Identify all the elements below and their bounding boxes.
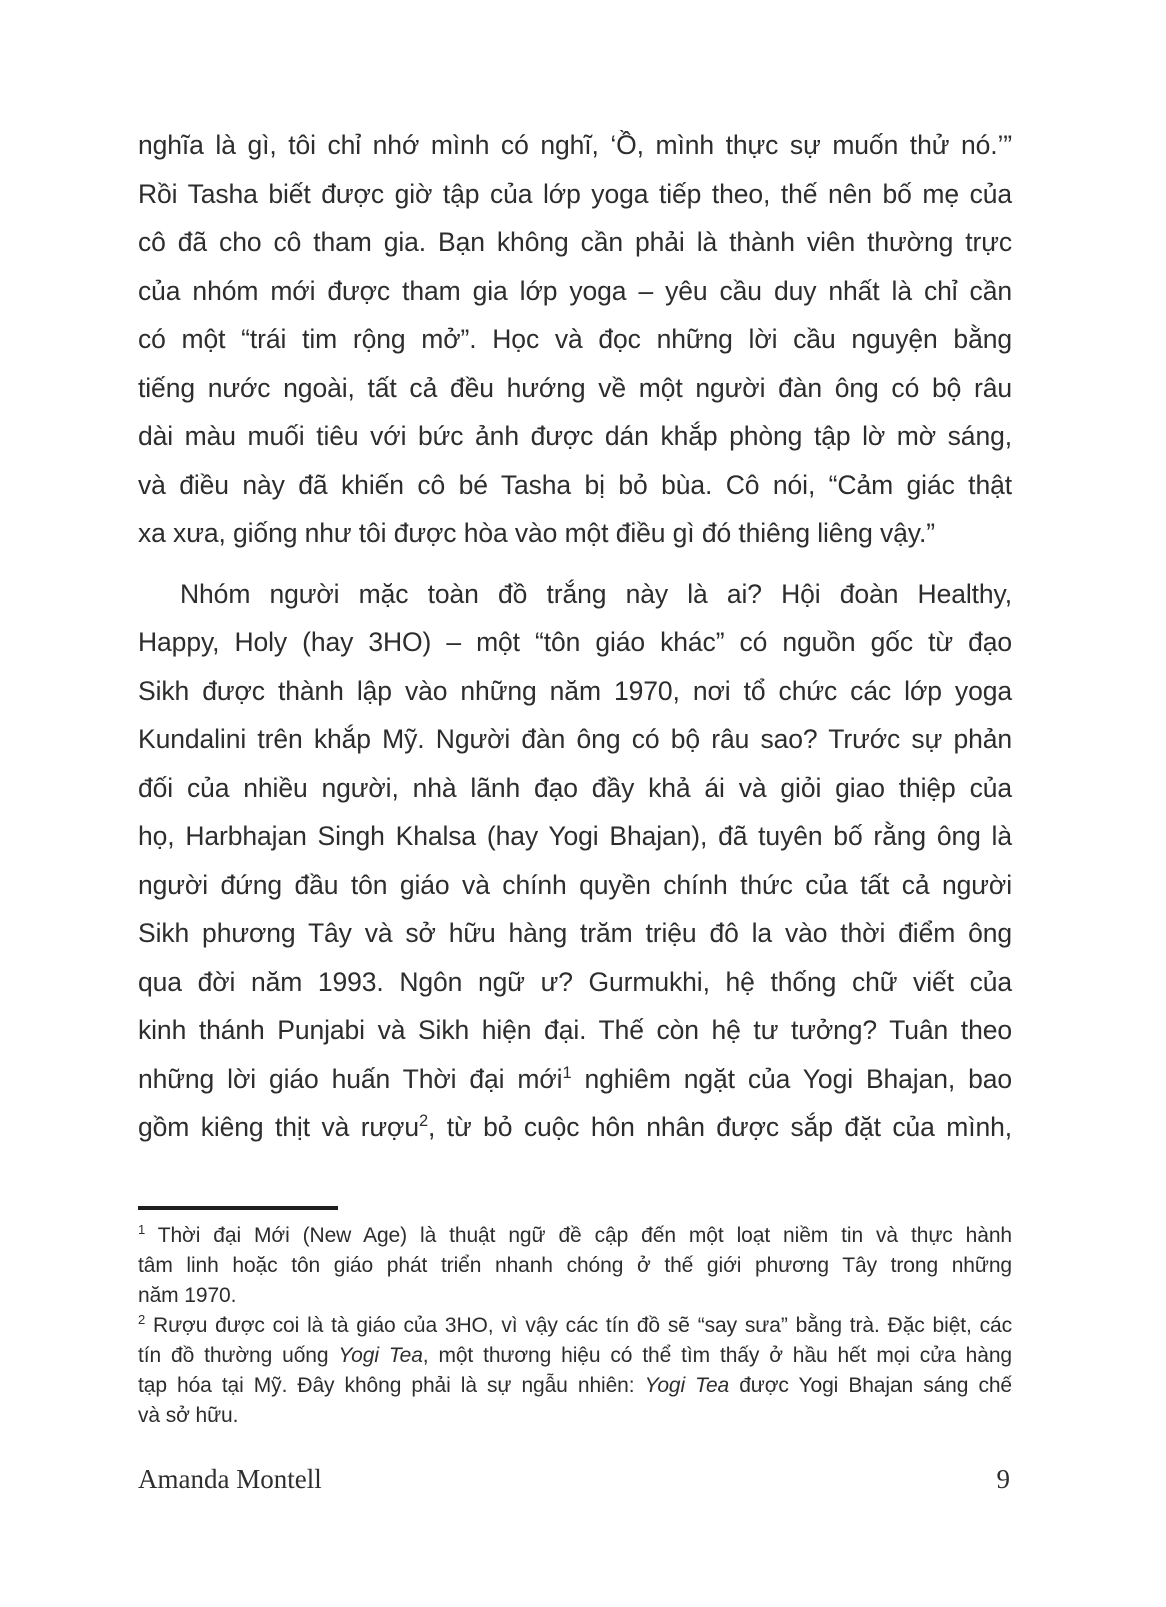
text-line: $^2$ Rượu được coi là tà giáo của 3HO, vì vậy các tín đồ sẽ “say sưa” bằng trà. Đặc biệt, các	[138, 1312, 1012, 1337]
text-line: xa xưa, giống như tôi được hòa vào một điều gì đó thiêng liêng vậy.”	[138, 518, 935, 548]
page-number: 9	[996, 1464, 1010, 1494]
italic-text: Yogi Tea	[644, 1374, 730, 1397]
text-line: kinh thánh Punjabi và Sikh hiện đại. Thế còn hệ tư tưởng? Tuân theo	[138, 1015, 1012, 1045]
text-line: đối của nhiều người, nhà lãnh đạo đầy khả ái và giỏi giao thiệp của	[138, 772, 1012, 803]
footnote	[138, 1311, 1012, 1431]
italic-text: Yogi Tea	[338, 1344, 423, 1367]
footnote-marker: 1	[562, 1063, 572, 1082]
page-footer	[138, 1464, 1010, 1495]
text-line: Sikh phương Tây và sở hữu hàng trăm triệu đô la vào thời điểm ông	[138, 918, 1012, 948]
text-line: tạp hóa tại Mỹ. Đây không phải là sự ngẫu nhiên: Yogi Tea được Yogi Bhajan sáng chế	[138, 1374, 1012, 1397]
text-line: tâm linh hoặc tôn giáo phát triển nhanh chóng ở thế giới phương Tây trong những	[138, 1254, 1012, 1277]
text-line: họ, Harbhajan Singh Khalsa (hay Yogi Bhajan), đã tuyên bố rằng ông là	[138, 821, 1012, 851]
footnotes	[138, 1206, 1012, 1431]
paragraph	[138, 570, 1012, 1152]
text-line: tín đồ thường uống Yogi Tea, một thương hiệu có thể tìm thấy ở hầu hết mọi cửa hàng	[138, 1344, 1012, 1367]
footnote-separator	[138, 1206, 338, 1210]
text-line: Kundalini trên khắp Mỹ. Người đàn ông có bộ râu sao? Trước sự phản	[138, 724, 1012, 754]
footnote-marker: 1	[138, 1222, 146, 1237]
text-line: Nhóm người mặc toàn đồ trắng này là ai? Hội đoàn Healthy,	[180, 578, 1012, 609]
text-line: Sikh được thành lập vào những năm 1970, nơi tổ chức các lớp yoga	[138, 675, 1012, 706]
text-line: của nhóm mới được tham gia lớp yoga – yêu cầu duy nhất là chỉ cần	[138, 275, 1012, 306]
text-line: có một “trái tim rộng mở”. Học và đọc những lời cầu nguyện bằng	[138, 324, 1012, 354]
text-line: Rồi Tasha biết được giờ tập của lớp yoga tiếp theo, thế nên bố mẹ của	[138, 178, 1012, 209]
text-line: tiếng nước ngoài, tất cả đều hướng về một người đàn ông có bộ râu	[138, 372, 1012, 403]
footnote-marker: 2	[138, 1312, 146, 1327]
text-line: cô đã cho cô tham gia. Bạn không cần phải là thành viên thường trực	[138, 227, 1012, 257]
text-line: Happy, Holy (hay 3HO) – một “tôn giáo khác” có nguồn gốc từ đạo	[138, 627, 1012, 657]
text-line: $^1$ Thời đại Mới (New Age) là thuật ngữ đề cập đến một loạt niềm tin và thực hành	[138, 1222, 1012, 1247]
footnote	[138, 1221, 1012, 1311]
body-text	[138, 121, 1012, 1152]
text-line: và sở hữu.	[138, 1404, 239, 1427]
text-line: những lời giáo huấn Thời đại mới$^1$ nghiêm ngặt của Yogi Bhajan, bao	[138, 1063, 1012, 1094]
text-line: dài màu muối tiêu với bức ảnh được dán khắp phòng tập lờ mờ sáng,	[138, 421, 1012, 451]
text-line: gồm kiêng thịt và rượu$^2$, từ bỏ cuộc hôn nhân được sắp đặt của mình,	[138, 1112, 1013, 1142]
footnote-marker: 2	[418, 1112, 429, 1131]
text-line: người đứng đầu tôn giáo và chính quyền chính thức của tất cả người	[138, 869, 1012, 900]
text-line: nghĩa là gì, tôi chỉ nhớ mình có nghĩ, ‘Ồ, mình thực sự muốn thử nó.’”	[138, 130, 1012, 160]
footnote-list	[138, 1221, 1012, 1431]
text-line: năm 1970.	[138, 1284, 237, 1307]
text-line: và điều này đã khiến cô bé Tasha bị bỏ bùa. Cô nói, “Cảm giác thật	[138, 469, 1012, 500]
paragraph	[138, 121, 1012, 558]
author-name: Amanda Montell	[138, 1464, 322, 1494]
text-line: qua đời năm 1993. Ngôn ngữ ư? Gurmukhi, hệ thống chữ viết của	[138, 966, 1012, 997]
